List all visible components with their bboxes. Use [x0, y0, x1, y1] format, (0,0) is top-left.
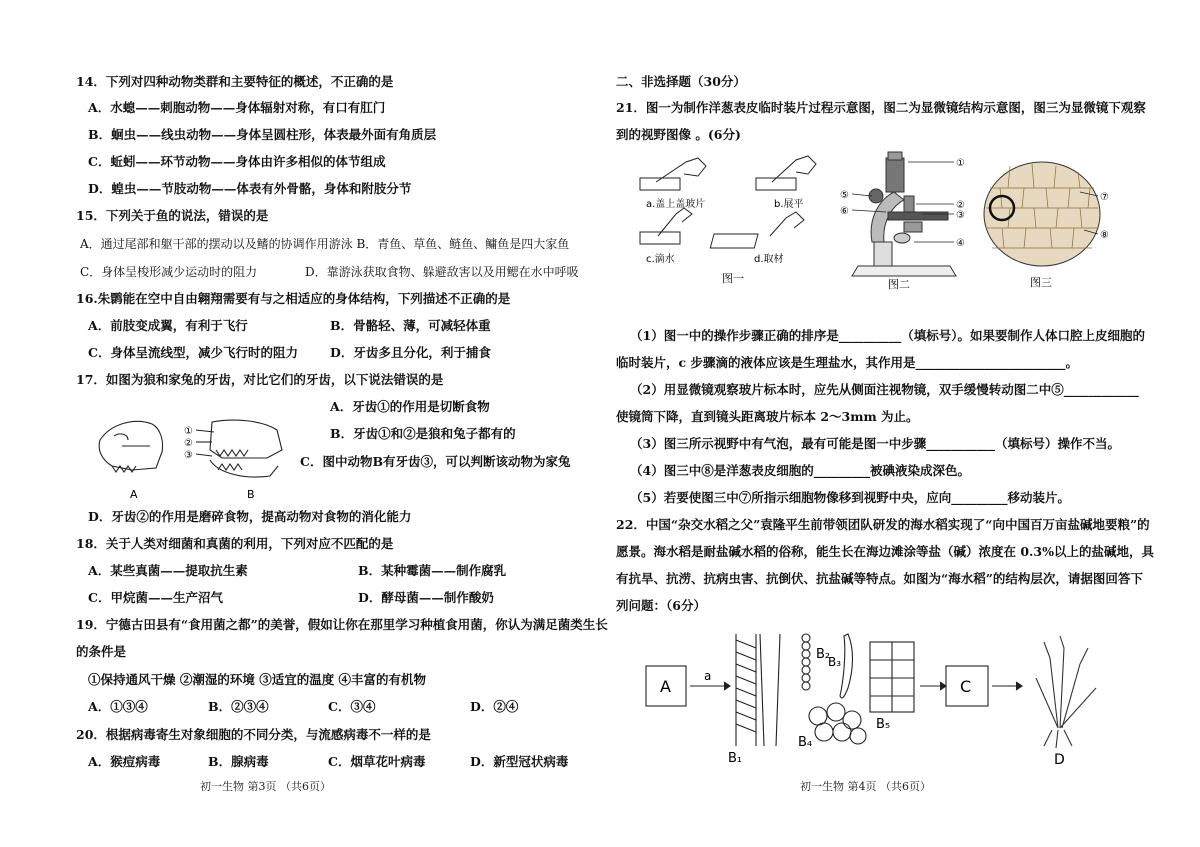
b1-label: B₁ — [728, 751, 743, 766]
q15-option-d: D．靠游泳获取食物、躲避敌害以及用鳃在水中呼吸 — [305, 265, 579, 279]
arrow-a-label: a — [704, 669, 712, 683]
left-page-footer: 初一生物 第3页 （共6页） — [200, 780, 331, 793]
plant-d-label: D — [1054, 752, 1065, 768]
field-of-view-figure — [980, 158, 1120, 290]
tooth-marker-2: ② — [184, 438, 193, 449]
q22-stem-line4: 列问题：（6分） — [616, 598, 706, 613]
microscope-marker-3: ③ — [956, 210, 965, 221]
box-c-label: C — [960, 677, 972, 696]
q21-part5: （5）若要使图三中⑦所指示细胞物像移到视野中央，应向_________移动装片。 — [630, 490, 1070, 505]
q18-option-c: C．甲烷菌——生产沼气 — [88, 590, 223, 605]
q19-option-c: C．③④ — [328, 699, 376, 714]
q20-option-a: A．猴痘病毒 — [88, 754, 161, 769]
q21-part2-line2: 使镜筒下降，直到镜头距离玻片标本 2～3mm 为止。 — [616, 409, 919, 424]
step-d-label: d.取材 — [754, 254, 784, 265]
q16-stem: 16.朱鹮能在空中自由翱翔需要有与之相适应的身体结构，下列描述不正确的是 — [76, 291, 511, 306]
q21-part4: （4）图三中⑧是洋葱表皮细胞的_________被碘液染成深色。 — [630, 463, 970, 478]
box-a-label: A — [660, 677, 671, 696]
q17-stem: 17．如图为狼和家兔的牙齿，对比它们的牙齿，以下说法错误的是 — [76, 372, 444, 387]
q21-part3: （3）图三所示视野中有气泡，最有可能是图一中步骤___________（填标号）操作不当。 — [630, 436, 1120, 451]
q17-option-c: C．图中动物B有牙齿③，可以判断该动物为家兔 — [300, 454, 571, 469]
q21-part1-line1: （1）图一中的操作步骤正确的排序是__________（填标号）。如果要制作人体口腔上皮细胞的 — [630, 328, 1145, 343]
q19-stem-line1: 19．宁德古田县有“食用菌之都”的美誉，假如让你在那里学习种植食用菌，你认为满足菌类生长 — [76, 617, 608, 632]
q14-option-a: A．水螅——刺胞动物——身体辐射对称，有口有肛门 — [88, 100, 386, 115]
step-c-label: c.滴水 — [646, 254, 675, 265]
q21-stem-line1: 21．图一为制作洋葱表皮临时装片过程示意图，图二为显微镜结构示意图，图三为显微镜下观察 — [616, 100, 1146, 115]
figure-label-a: A — [130, 488, 138, 501]
q18-option-b: B．某种霉菌——制作腐乳 — [358, 563, 507, 578]
q14-option-b: B．蛔虫——线虫动物——身体呈圆柱形，体表最外面有角质层 — [88, 127, 437, 142]
figure-2-caption: 图二 — [888, 278, 910, 290]
q19-conditions: ①保持通风干燥 ②潮湿的环境 ③适宜的温度 ④丰富的有机物 — [88, 672, 427, 687]
q21-part1-line2: 临时装片，c 步骤滴的液体应该是生理盐水，其作用是________________________。 — [616, 355, 1078, 370]
q14-option-d: D．蝗虫——节肢动物——体表有外骨骼，身体和附肢分节 — [88, 181, 412, 196]
q22-stem-line1: 22．中国“杂交水稻之父”袁隆平生前带领团队研发的海水稻实现了“向中国百万亩盐碱地要粮”的 — [616, 517, 1150, 532]
right-page-footer: 初一生物 第4页 （共6页） — [800, 780, 931, 793]
structure-levels-figure — [640, 628, 1120, 778]
q15-option-c: C．身体呈梭形减少运动时的阻力 — [80, 265, 258, 279]
section-heading: 二、非选择题（30分） — [616, 74, 746, 89]
q20-option-b: B．腺病毒 — [208, 754, 269, 769]
q15-options-ab: A．通过尾部和躯干部的摆动以及鳍的协调作用游泳 B．青鱼、草鱼、鲢鱼、鳙鱼是四大家鱼 — [80, 237, 570, 251]
q17-option-a: A．牙齿①的作用是切断食物 — [330, 399, 490, 414]
right-page — [600, 0, 1200, 847]
q14-option-c: C．蚯蚓——环节动物——身体由许多相似的体节组成 — [88, 154, 386, 169]
microscope-figure — [838, 150, 978, 290]
b2-label: B₂ — [816, 647, 831, 662]
q20-stem: 20．根据病毒寄生对象细胞的不同分类，与流感病毒不一样的是 — [76, 727, 431, 742]
b3-label: B₃ — [828, 655, 842, 669]
microscope-marker-4: ④ — [956, 238, 965, 249]
figure-label-b: B — [247, 488, 255, 501]
view-marker-8: ⑧ — [1100, 230, 1109, 241]
q15-stem: 15．下列关于鱼的说法，错误的是 — [76, 208, 269, 223]
b4-label: B₄ — [798, 735, 813, 750]
microscope-marker-6: ⑥ — [840, 206, 849, 217]
microscope-marker-1: ① — [956, 158, 965, 169]
q16-option-b: B．骨骼轻、薄，可减轻体重 — [330, 318, 491, 333]
q17-option-d: D．牙齿②的作用是磨碎食物，提高动物对食物的消化能力 — [88, 509, 412, 524]
q19-option-b: B．②③④ — [208, 699, 269, 714]
step-a-label: a.盖上盖玻片 — [646, 199, 706, 210]
figure-1-caption: 图一 — [722, 272, 744, 285]
q21-stem-line2: 到的视野图像 。(6分) — [616, 127, 741, 142]
view-marker-7: ⑦ — [1100, 192, 1109, 203]
q22-stem-line3: 有抗旱、抗涝、抗病虫害、抗倒伏、抗盐碱等特点。如图为“海水稻”的结构层次，请据图回答下 — [616, 571, 1143, 586]
b5-label: B₅ — [876, 717, 891, 732]
q18-option-d: D．酵母菌——制作酸奶 — [358, 590, 494, 605]
q20-option-c: C．烟草花叶病毒 — [328, 754, 426, 769]
q22-stem-line2: 愿景。海水稻是耐盐碱水稻的俗称，能生长在海边滩涂等盐（碱）浓度在 0.3%以上的盐碱地，具 — [616, 544, 1154, 559]
tooth-marker-1: ① — [184, 426, 193, 437]
q21-part2-line1: （2）用显微镜观察玻片标本时，应先从侧面注视物镜，双手缓慢转动图二中⑤____________ — [630, 382, 1139, 397]
q14-stem: 14．下列对四种动物类群和主要特征的概述，不正确的是 — [76, 74, 394, 89]
q19-option-d: D．②④ — [470, 699, 519, 714]
slide-preparation-figure — [636, 152, 836, 287]
q19-option-a: A．①③④ — [88, 699, 148, 714]
q18-stem: 18．关于人类对细菌和真菌的利用，下列对应不匹配的是 — [76, 536, 394, 551]
q16-option-a: A．前肢变成翼，有利于飞行 — [88, 318, 248, 333]
figure-3-caption: 图三 — [1030, 276, 1052, 289]
tooth-marker-3: ③ — [184, 450, 193, 461]
q18-option-a: A．某些真菌——提取抗生素 — [88, 563, 248, 578]
q17-option-b: B．牙齿①和②是狼和兔子都有的 — [330, 426, 516, 441]
q20-option-d: D．新型冠状病毒 — [470, 754, 569, 769]
q16-option-c: C．身体呈流线型，减少飞行时的阻力 — [88, 345, 298, 360]
microscope-marker-2: ② — [956, 200, 965, 211]
teeth-figure — [92, 410, 302, 505]
step-b-label: b.展平 — [774, 199, 804, 210]
q19-stem-line2: 的条件是 — [76, 644, 127, 659]
q16-option-d: D．牙齿多且分化，利于捕食 — [330, 345, 491, 360]
microscope-marker-5: ⑤ — [840, 190, 849, 201]
